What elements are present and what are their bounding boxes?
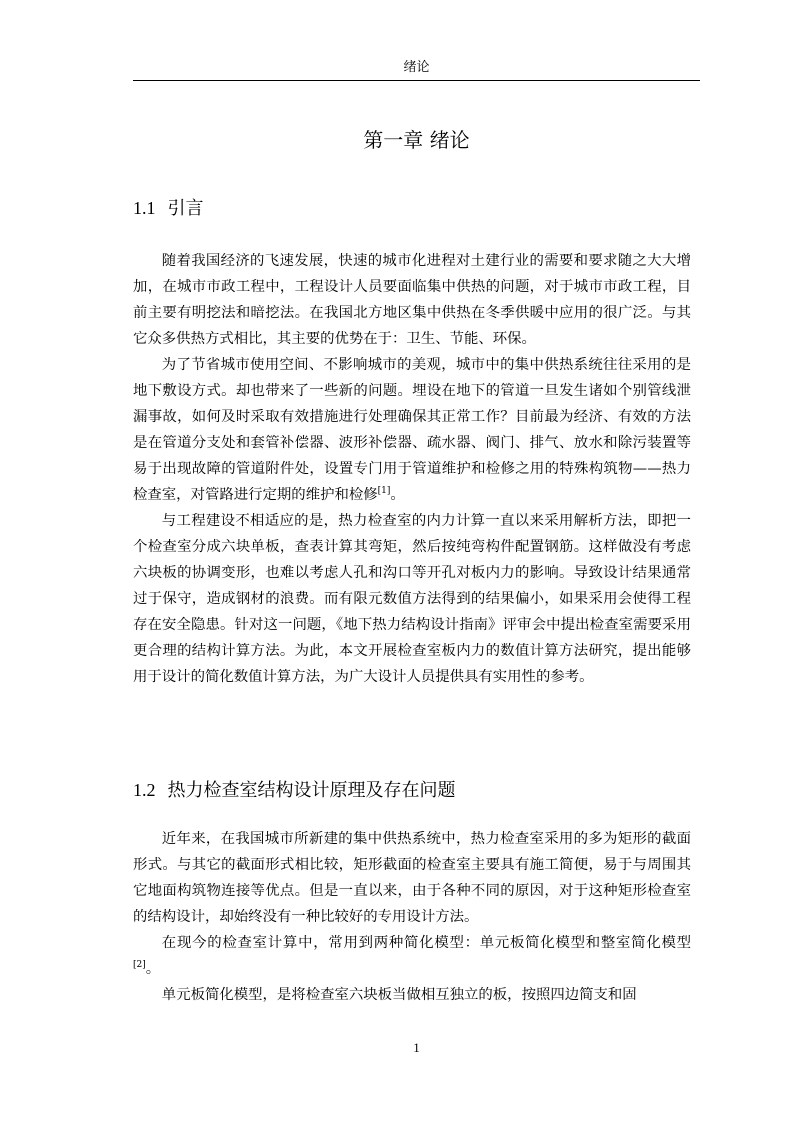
chapter-title: 第一章 绪论 <box>363 128 470 152</box>
paragraph: 随着我国经济的飞速发展，快速的城市化进程对土建行业的需要和要求随之大大增加，在城市市政工程中，工程设计人员要面临集中供热的问题，对于城市市政工程，目前主要有明挖法和暗挖法。在我国北方地区集中供热在冬季供暖中应用的很广泛。与其它众多供热方式相比，其主要的优势在于：卫生、节能、环保。 <box>133 253 691 347</box>
section-body-design-principles <box>133 826 691 1008</box>
section-number: 1.1 <box>133 198 156 218</box>
section-heading-design-principles <box>133 777 456 804</box>
paragraph: 为了节省城市使用空间、不影响城市的美观，城市中的集中供热系统往往采用的是地下敷设方式。却也带来了一些新的问题。埋设在地下的管道一旦发生诸如个别管线泄漏事故，如何及时采取有效措施进行处理确保其正常工作？目前最为经济、有效的方法是在管道分支处和套管补偿器、波形补偿器、疏水器、阀门、排气、放水和除污装置等易于出现故障的管道附件处，设置专门用于管道维护和检修之用的特殊构筑物——热力检查室，对管路进行定期的维护和检修[1]。 <box>133 357 691 503</box>
section-title: 热力检查室结构设计原理及存在问题 <box>167 780 456 801</box>
running-header: 绪论 <box>403 60 430 75</box>
page-number: 1 <box>413 1040 420 1055</box>
paragraph: 单元板简化模型，是将检查室六块板当做相互独立的板，按照四边简支和固 <box>161 987 637 1003</box>
section-number: 1.2 <box>133 780 156 800</box>
section-title: 引言 <box>167 198 204 219</box>
header-rule <box>133 80 700 81</box>
section-body-intro <box>133 248 691 690</box>
citation-reference: [2] <box>133 960 146 971</box>
paragraph: 与工程建设不相适应的是，热力检查室的内力计算一直以来采用解析方法，即把一个检查室分成六块单板，查表计算其弯矩，然后按纯弯构件配置钢筋。这样做没有考虑六块板的协调变形，也难以考虑人孔和沟口等开孔对板内力的影响。导致设计结果通常过于保守，造成钢材的浪费。而有限元数值方法得到的结果偏小，如果采用会使得工程存在安全隐患。针对这一问题，《地下热力结构设计指南》评审会中提出检查室需要采用更合理的结构计算方法。为此，本文开展检查室板内力的数值计算方法研究，提出能够用于设计的简化数值计算方法，为广大设计人员提供具有实用性的参考。 <box>133 513 691 685</box>
paragraph: 在现今的检查室计算中，常用到两种简化模型：单元板简化模型和整室简化模型[2]。 <box>133 935 691 977</box>
citation-reference: [1] <box>377 486 391 497</box>
section-heading-intro <box>133 195 204 222</box>
paragraph: 近年来，在我国城市所新建的集中供热系统中，热力检查室采用的多为矩形的截面形式。与其它的截面形式相比较，矩形截面的检查室主要具有施工简便，易于与周围其它地面构筑物连接等优点。但是一直以来，由于各种不同的原因，对于这种矩形检查室的结构设计，却始终没有一种比较好的专用设计方法。 <box>133 831 691 925</box>
